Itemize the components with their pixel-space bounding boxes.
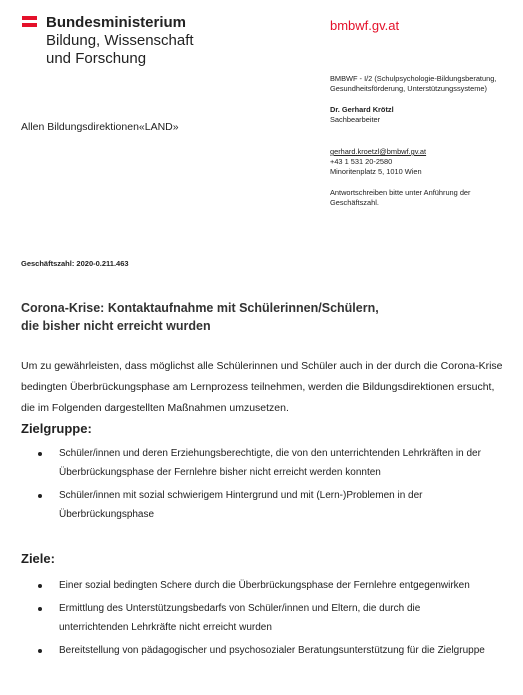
ministry-name-line2: Bildung, Wissenschaft xyxy=(46,32,194,49)
list-item xyxy=(21,599,491,637)
subject-line1: Corona-Krise: Kontaktaufnahme mit Schülerinnen/Schülern, xyxy=(21,301,379,315)
sender-email-link[interactable]: gerhard.kroetzl@bmbwf.gv.at xyxy=(330,147,427,156)
bullet-icon xyxy=(38,494,42,498)
bullet-icon xyxy=(38,584,42,588)
ministry-name xyxy=(46,14,246,68)
list-item xyxy=(21,641,491,660)
sender-phone: +43 1 531 20-2580 xyxy=(330,157,393,166)
sender-address: Minoritenplatz 5, 1010 Wien xyxy=(330,167,422,176)
bullet-icon xyxy=(38,452,42,456)
list-item xyxy=(21,486,491,524)
ministry-name-line1: Bundesministerium xyxy=(46,14,187,31)
list-item-text: Schüler/innen und deren Erziehungsberechtigte, die von den unterrichtenden Lehrkräften in der Überbrückungsphase der Fernlehre bisher nicht erreicht werden konnten xyxy=(59,448,481,478)
ministry-name-line3: und Forschung xyxy=(46,50,147,67)
austria-flag-icon xyxy=(22,16,37,27)
sender-info xyxy=(330,74,515,208)
reference-number: Geschäftszahl: 2020-0.211.463 xyxy=(21,259,129,268)
goals-heading: Ziele: xyxy=(21,551,55,566)
target-group-list xyxy=(21,444,491,528)
subject-heading xyxy=(21,299,379,335)
intro-paragraph: Um zu gewährleisten, dass möglichst alle Schülerinnen und Schüler auch in der durch die Corona-Krise bedingten Überbrückungsphase am Lernprozess teilnehmen, werden die Bildungsdirektionen ersucht, die im Folgenden dargestellten Maßnahmen umzusetzen. xyxy=(21,360,503,414)
list-item-text: Bereitstellung von pädagogischer und psychosozialer Beratungsunterstützung für die Zielgruppe xyxy=(59,645,485,656)
list-item-text: Einer sozial bedingten Schere durch die Überbrückungsphase der Fernlehre entgegenwirken xyxy=(59,580,470,591)
target-group-heading: Zielgruppe: xyxy=(21,421,92,436)
recipient: Allen Bildungsdirektionen«LAND» xyxy=(21,121,179,133)
list-item xyxy=(21,444,491,482)
bullet-icon xyxy=(38,607,42,611)
sender-name: Dr. Gerhard Krötzl xyxy=(330,105,394,114)
list-item-text: Schüler/innen mit sozial schwierigem Hintergrund und mit (Lern-)Problemen in der Überbrückungsphase xyxy=(59,490,423,520)
subject-line2: die bisher nicht erreicht wurden xyxy=(21,319,211,333)
list-item-text: Ermittlung des Unterstützungsbedarfs von Schüler/innen und Eltern, die durch die unterrichtenden Lehrkräfte nicht erreicht wurden xyxy=(59,603,421,633)
website-link[interactable]: bmbwf.gv.at xyxy=(330,18,400,33)
list-item xyxy=(21,576,491,595)
bullet-icon xyxy=(38,649,42,653)
reply-note: Antwortschreiben bitte unter Anführung der Geschäftszahl. xyxy=(330,188,471,207)
goals-list xyxy=(21,576,491,664)
sender-department: BMBWF - I/2 (Schulpsychologie-Bildungsberatung, Gesundheitsförderung, Unterstützungssysteme) xyxy=(330,74,497,93)
sender-role: Sachbearbeiter xyxy=(330,115,381,124)
